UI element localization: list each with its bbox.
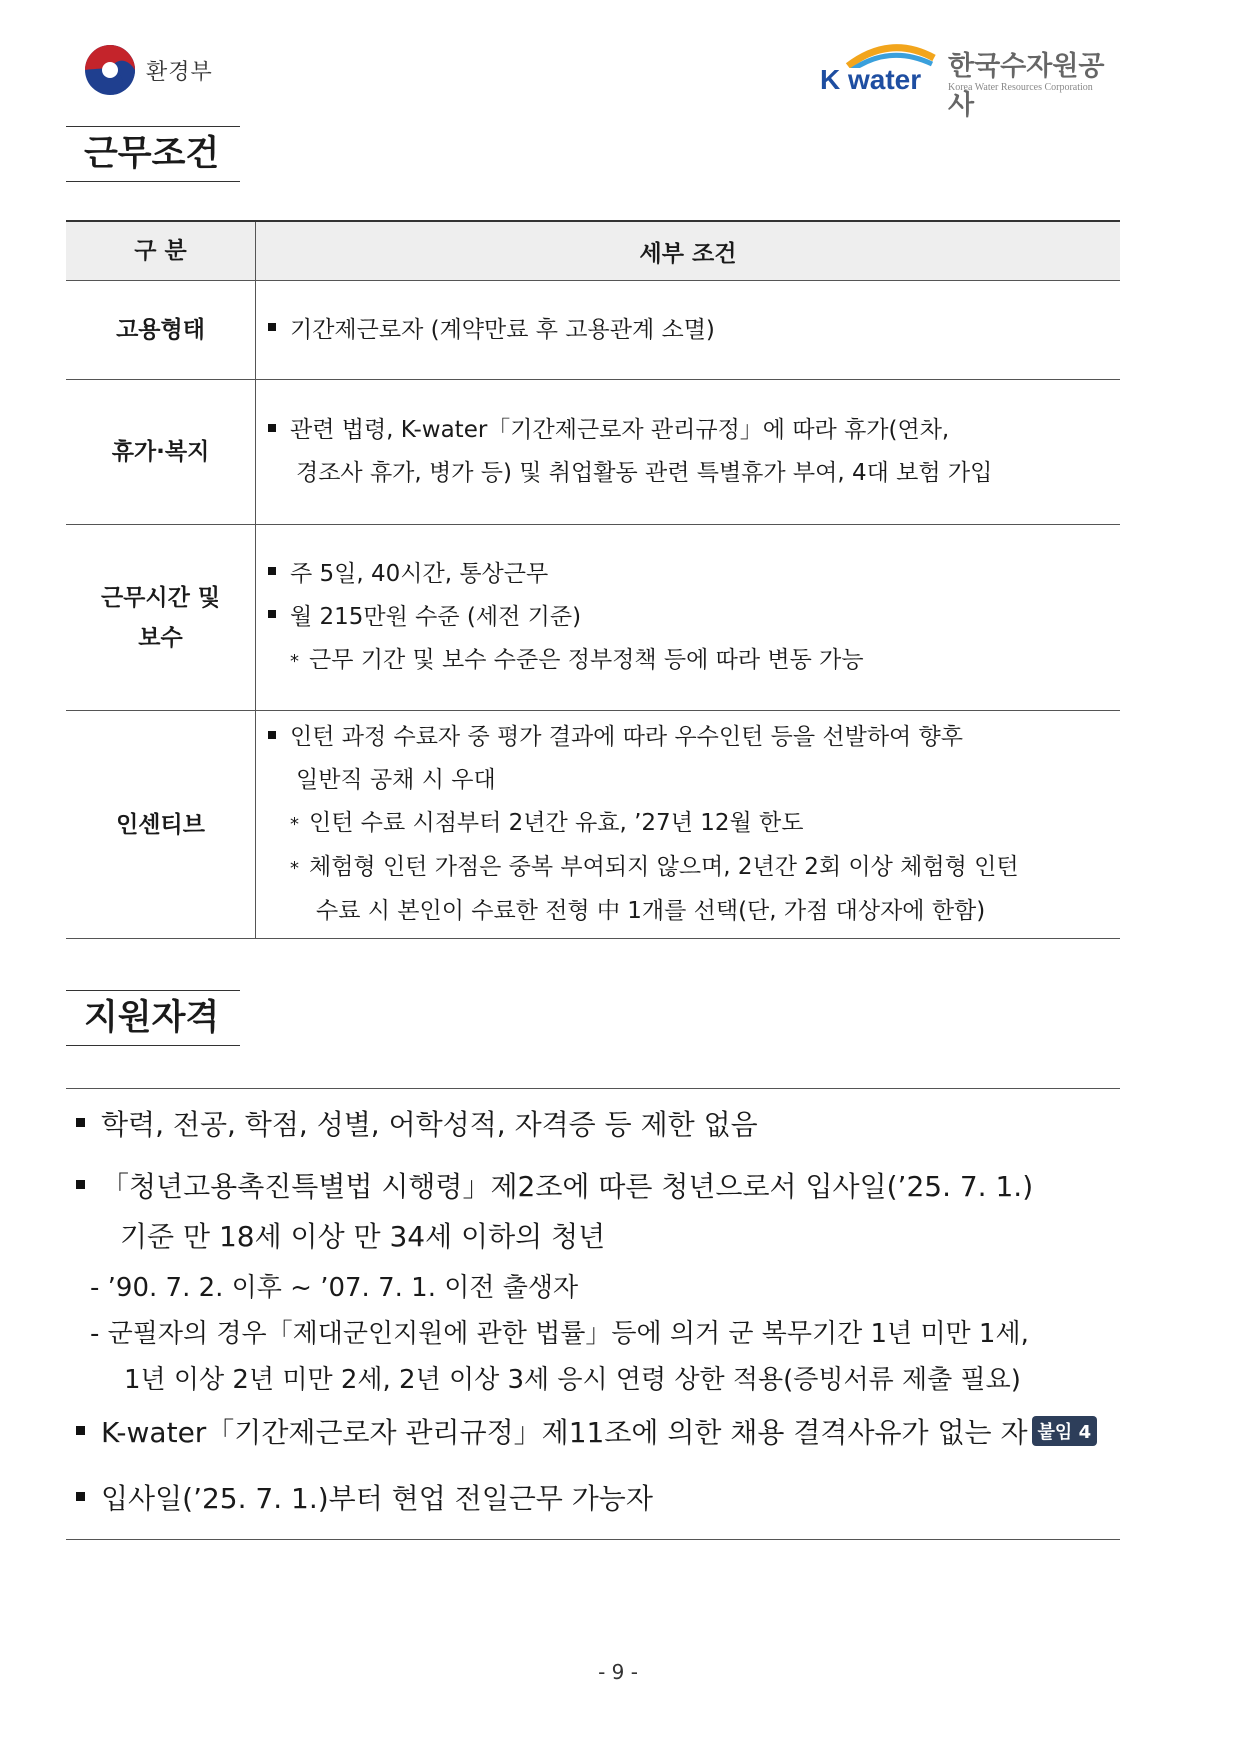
bullet-square-icon <box>268 567 276 575</box>
corp-name-en: Korea Water Resources Corporation <box>948 82 1093 93</box>
detail-line: 경조사 휴가, 병가 등) 및 취업활동 관련 특별휴가 부여, 4대 보험 가입 <box>296 460 993 486</box>
detail-line: 주 5일, 40시간, 통상근무 <box>268 553 1119 596</box>
row-label: 휴가·복지 <box>66 380 256 525</box>
detail-note: * 체험형 인턴 가점은 중복 부여되지 않으며, 2년간 2회 이상 체험형 인턴 <box>268 846 1119 890</box>
detail-line: 기간제근로자 (계약만료 후 고용관계 소멸) <box>268 309 1119 352</box>
table-row <box>66 525 1120 711</box>
table-row <box>66 281 1120 380</box>
table-header-category: 구 분 <box>66 221 256 281</box>
attachment-badge: 붙임 4 <box>1032 1416 1098 1446</box>
detail-line: 인턴 과정 수료자 중 평가 결과에 따라 우수인턴 등을 선발하여 향후 <box>268 716 1119 759</box>
detail-line: 월 215만원 수준 (세전 기준) <box>268 596 1119 639</box>
bullet-square-icon <box>268 323 276 331</box>
row-details <box>256 711 1121 939</box>
work-conditions-table <box>66 220 1120 939</box>
row-details <box>256 281 1121 380</box>
row-label: 근무시간 및 보수 <box>66 525 256 711</box>
kwater-wordmark: K water <box>820 64 922 95</box>
sub-item: - ’90. 7. 2. 이후 ~ ’07. 7. 1. 이전 출생자 <box>90 1273 579 1303</box>
asterisk-icon: * <box>290 858 299 879</box>
row-details <box>256 380 1121 525</box>
list-item: 학력, 전공, 학점, 성별, 어학성적, 자격증 등 제한 없음 <box>76 1103 758 1143</box>
kwater-logo <box>820 40 1120 121</box>
detail-note: * 인턴 수료 시점부터 2년간 유효, ’27년 12월 한도 <box>268 802 1119 846</box>
bullet-square-icon <box>76 1118 85 1127</box>
asterisk-icon: * <box>290 650 299 672</box>
row-label: 고용형태 <box>66 281 256 380</box>
sub-item-continued: 1년 이상 2년 미만 2세, 2년 이상 3세 응시 연령 상한 적용(증빙서류 제출 필요) <box>124 1365 1021 1395</box>
corp-name: 한국수자원공사 <box>948 51 1105 121</box>
bullet-square-icon <box>76 1492 85 1501</box>
table-header-row <box>66 221 1120 281</box>
page-number: - 9 - <box>598 1660 638 1684</box>
detail-note: 수료 시 본인이 수료한 전형 中 1개를 선택(단, 가점 대상자에 한함) <box>316 898 986 924</box>
section-title-qualifications: 지원자격 <box>66 990 240 1046</box>
bullet-square-icon <box>268 424 276 432</box>
ministry-logo <box>84 44 213 96</box>
detail-note: * 근무 기간 및 보수 수준은 정부정책 등에 따라 변동 가능 <box>268 639 1119 683</box>
table-row <box>66 380 1120 525</box>
qualification-list <box>66 1088 1120 1540</box>
taegeuk-emblem-icon <box>84 44 136 96</box>
list-item: K-water「기간제근로자 관리규정」제11조에 의한 채용 결격사유가 없는 자 붙임 4 <box>76 1411 1097 1451</box>
row-details <box>256 525 1121 711</box>
ministry-name: 환경부 <box>146 59 213 85</box>
list-item-continued: 기준 만 18세 이상 만 34세 이하의 청년 <box>120 1220 606 1253</box>
asterisk-icon: * <box>290 814 299 835</box>
table-header-details: 세부 조건 <box>256 221 1121 281</box>
bullet-square-icon <box>268 731 276 739</box>
list-item: 「청년고용촉진특별법 시행령」제2조에 따른 청년으로서 입사일(’25. 7. 1.) <box>76 1165 1033 1205</box>
table-row <box>66 711 1120 939</box>
bullet-square-icon <box>268 610 276 618</box>
detail-line: 관련 법령, K-water「기간제근로자 관리규정」에 따라 휴가(연차, <box>268 409 1119 452</box>
bullet-square-icon <box>76 1180 85 1189</box>
row-label: 인센티브 <box>66 711 256 939</box>
list-item: 입사일(’25. 7. 1.)부터 현업 전일근무 가능자 <box>76 1477 653 1517</box>
section-title-work-conditions: 근무조건 <box>66 126 240 182</box>
sub-item: - 군필자의 경우「제대군인지원에 관한 법률」등에 의거 군 복무기간 1년 미만 1세, <box>90 1319 1029 1349</box>
detail-line: 일반직 공채 시 우대 <box>296 767 496 793</box>
bullet-square-icon <box>76 1426 85 1435</box>
